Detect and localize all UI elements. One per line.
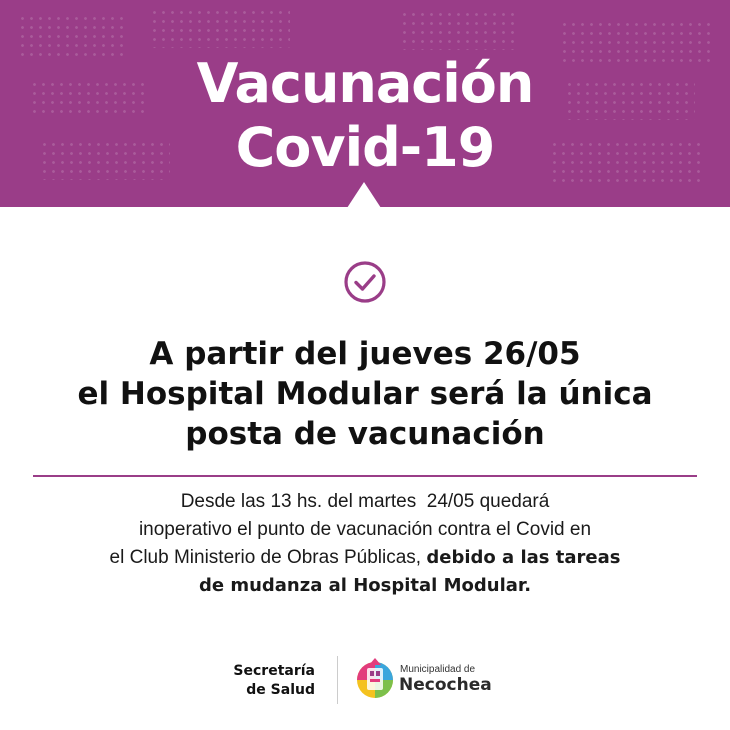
banner-notch [347, 182, 381, 207]
body-line-3 [0, 544, 730, 572]
body-line-3-bold: debido a las tareas [426, 547, 621, 568]
body-line-3-normal: el Club Ministerio de Obras Públicas, [109, 547, 427, 568]
footer-separator [337, 656, 338, 704]
headline [0, 334, 730, 454]
dot-pattern [400, 10, 520, 50]
title-line-1: Vacunación [196, 52, 534, 115]
check-circle-icon [343, 260, 387, 304]
necochea-logo-icon [355, 656, 395, 700]
secretaria-salud-label [200, 662, 315, 700]
necochea-label: Necochea [399, 675, 492, 695]
body-line-4 [0, 572, 730, 600]
headline-line-3: posta de vacunación [185, 416, 545, 452]
page-title [0, 52, 730, 180]
header-banner [0, 0, 730, 207]
municipalidad-label: Municipalidad de [400, 664, 476, 675]
dot-pattern [150, 8, 290, 48]
body-line-2: inoperativo el punto de vacunación contra el Covid en [138, 519, 592, 540]
headline-line-2: el Hospital Modular será la única [77, 376, 653, 412]
divider [33, 475, 697, 477]
body-line-1: Desde las 13 hs. del martes 24/05 quedará [180, 491, 550, 512]
secretaria-line-2: de Salud [246, 682, 315, 698]
body-line-4-bold: de mudanza al Hospital Modular. [198, 575, 532, 596]
secretaria-line-1: Secretaría [233, 663, 315, 679]
title-line-2: Covid-19 [235, 116, 495, 179]
body-text [0, 488, 730, 600]
headline-line-1: A partir del jueves 26/05 [149, 336, 581, 372]
